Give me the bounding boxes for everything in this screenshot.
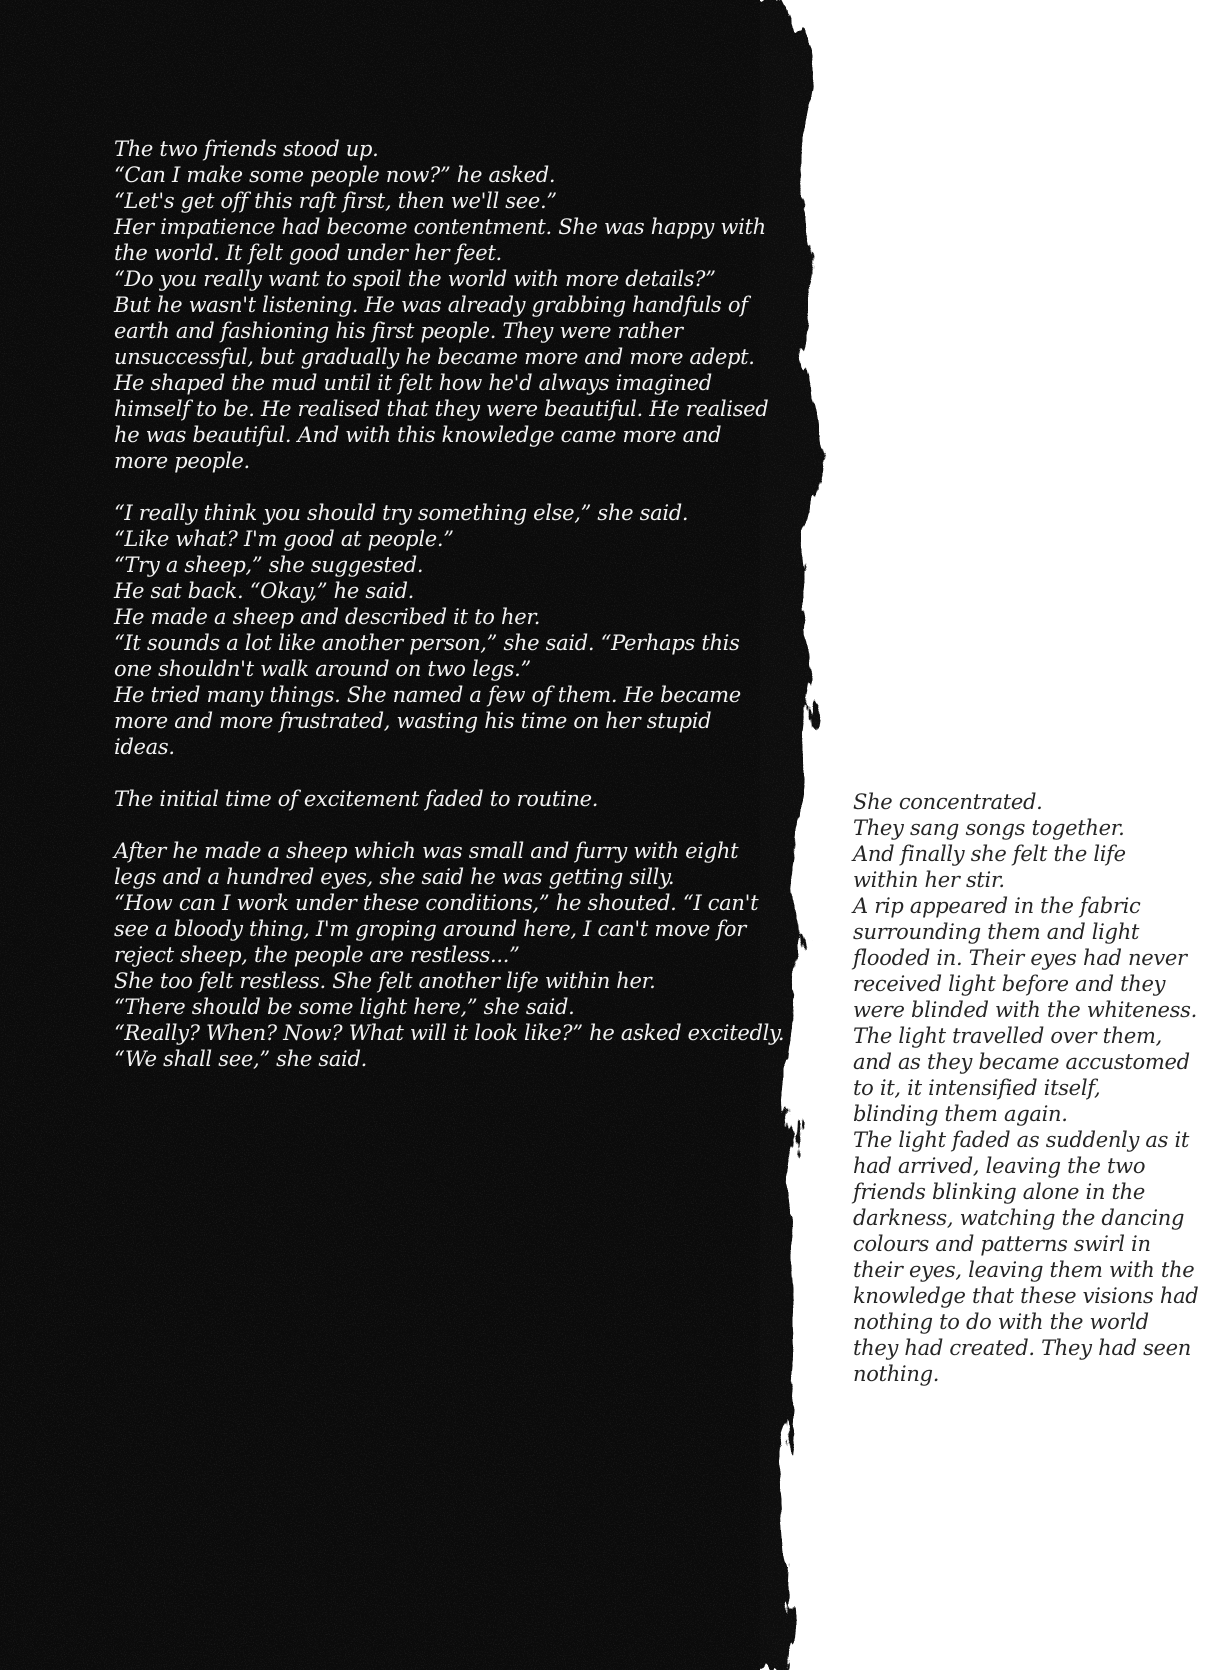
text-line: ideas.: [114, 735, 175, 759]
text-line: and as they became accustomed: [853, 1050, 1190, 1074]
text-line: more people.: [114, 449, 250, 473]
text-line: “How can I work under these conditions,” he shouted. “I can't: [114, 891, 759, 915]
text-line: He sat back. “Okay,” he said.: [114, 579, 415, 603]
text-line: “Really? When? Now? What will it look like?” he asked excitedly.: [114, 1021, 785, 1045]
text-line: flooded in. Their eyes had never: [853, 946, 1187, 970]
paragraph-gap: [114, 760, 754, 786]
text-line: had arrived, leaving the two: [853, 1154, 1146, 1178]
text-line: He shaped the mud until it felt how he'd always imagined: [114, 371, 712, 395]
text-line: Her impatience had become contentment. She was happy with: [114, 215, 766, 239]
text-line: darkness, watching the dancing: [853, 1206, 1185, 1230]
text-line: “I really think you should try something else,” she said.: [114, 501, 689, 525]
text-line: But he wasn't listening. He was already grabbing handfuls of: [114, 293, 748, 317]
text-line: were blinded with the whiteness.: [853, 998, 1197, 1022]
text-line: one shouldn't walk around on two legs.”: [114, 657, 531, 681]
text-line: “Let's get off this raft first, then we'll see.”: [114, 189, 557, 213]
text-line: they had created. They had seen: [853, 1336, 1192, 1360]
text-line: colours and patterns swirl in: [853, 1232, 1151, 1256]
text-line: “Can I make some people now?” he asked.: [114, 163, 556, 187]
text-line: A rip appeared in the fabric: [853, 894, 1141, 918]
text-line: “Do you really want to spoil the world with more details?”: [114, 267, 716, 291]
text-line: After he made a sheep which was small and furry with eight: [114, 839, 739, 863]
text-line: knowledge that these visions had: [853, 1284, 1199, 1308]
text-line: received light before and they: [853, 972, 1166, 996]
text-line: more and more frustrated, wasting his time on her stupid: [114, 709, 712, 733]
text-line: see a bloody thing, I'm groping around here, I can't move for: [114, 917, 746, 941]
text-line: nothing.: [853, 1362, 940, 1386]
text-line: earth and fashioning his first people. They were rather: [114, 319, 683, 343]
text-line: She too felt restless. She felt another life within her.: [114, 969, 656, 993]
text-line: The two friends stood up.: [114, 137, 379, 161]
paragraph-gap: [114, 812, 754, 838]
text-line: He tried many things. She named a few of them. He became: [114, 683, 741, 707]
text-line: surrounding them and light: [853, 920, 1140, 944]
text-line: “Try a sheep,” she suggested.: [114, 553, 424, 577]
text-line: to it, it intensified itself,: [853, 1076, 1101, 1100]
right-column-text: [853, 789, 1199, 1387]
text-line: And finally she felt the life: [853, 842, 1126, 866]
text-line: “There should be some light here,” she said.: [114, 995, 575, 1019]
text-line: The initial time of excitement faded to routine.: [114, 787, 599, 811]
paragraph-gap: [114, 474, 754, 500]
text-line: legs and a hundred eyes, she said he was getting silly.: [114, 865, 675, 889]
text-line: himself to be. He realised that they were beautiful. He realised: [114, 397, 769, 421]
text-line: reject sheep, the people are restless...”: [114, 943, 520, 967]
left-column-text: [114, 136, 785, 1072]
text-line: unsuccessful, but gradually he became more and more adept.: [114, 345, 755, 369]
text-line: the world. It felt good under her feet.: [114, 241, 502, 265]
text-line: He made a sheep and described it to her.: [114, 605, 541, 629]
text-line: “Like what? I'm good at people.”: [114, 527, 454, 551]
text-line: The light faded as suddenly as it: [853, 1128, 1190, 1152]
text-line: “It sounds a lot like another person,” she said. “Perhaps this: [114, 631, 740, 655]
text-line: nothing to do with the world: [853, 1310, 1149, 1334]
text-line: They sang songs together.: [853, 816, 1125, 840]
text-line: he was beautiful. And with this knowledge came more and: [114, 423, 722, 447]
text-line: The light travelled over them,: [853, 1024, 1163, 1048]
text-line: friends blinking alone in the: [853, 1180, 1145, 1204]
text-line: their eyes, leaving them with the: [853, 1258, 1195, 1282]
text-line: within her stir.: [853, 868, 1005, 892]
text-line: “We shall see,” she said.: [114, 1047, 367, 1071]
text-line: She concentrated.: [853, 790, 1043, 814]
text-line: blinding them again.: [853, 1102, 1068, 1126]
